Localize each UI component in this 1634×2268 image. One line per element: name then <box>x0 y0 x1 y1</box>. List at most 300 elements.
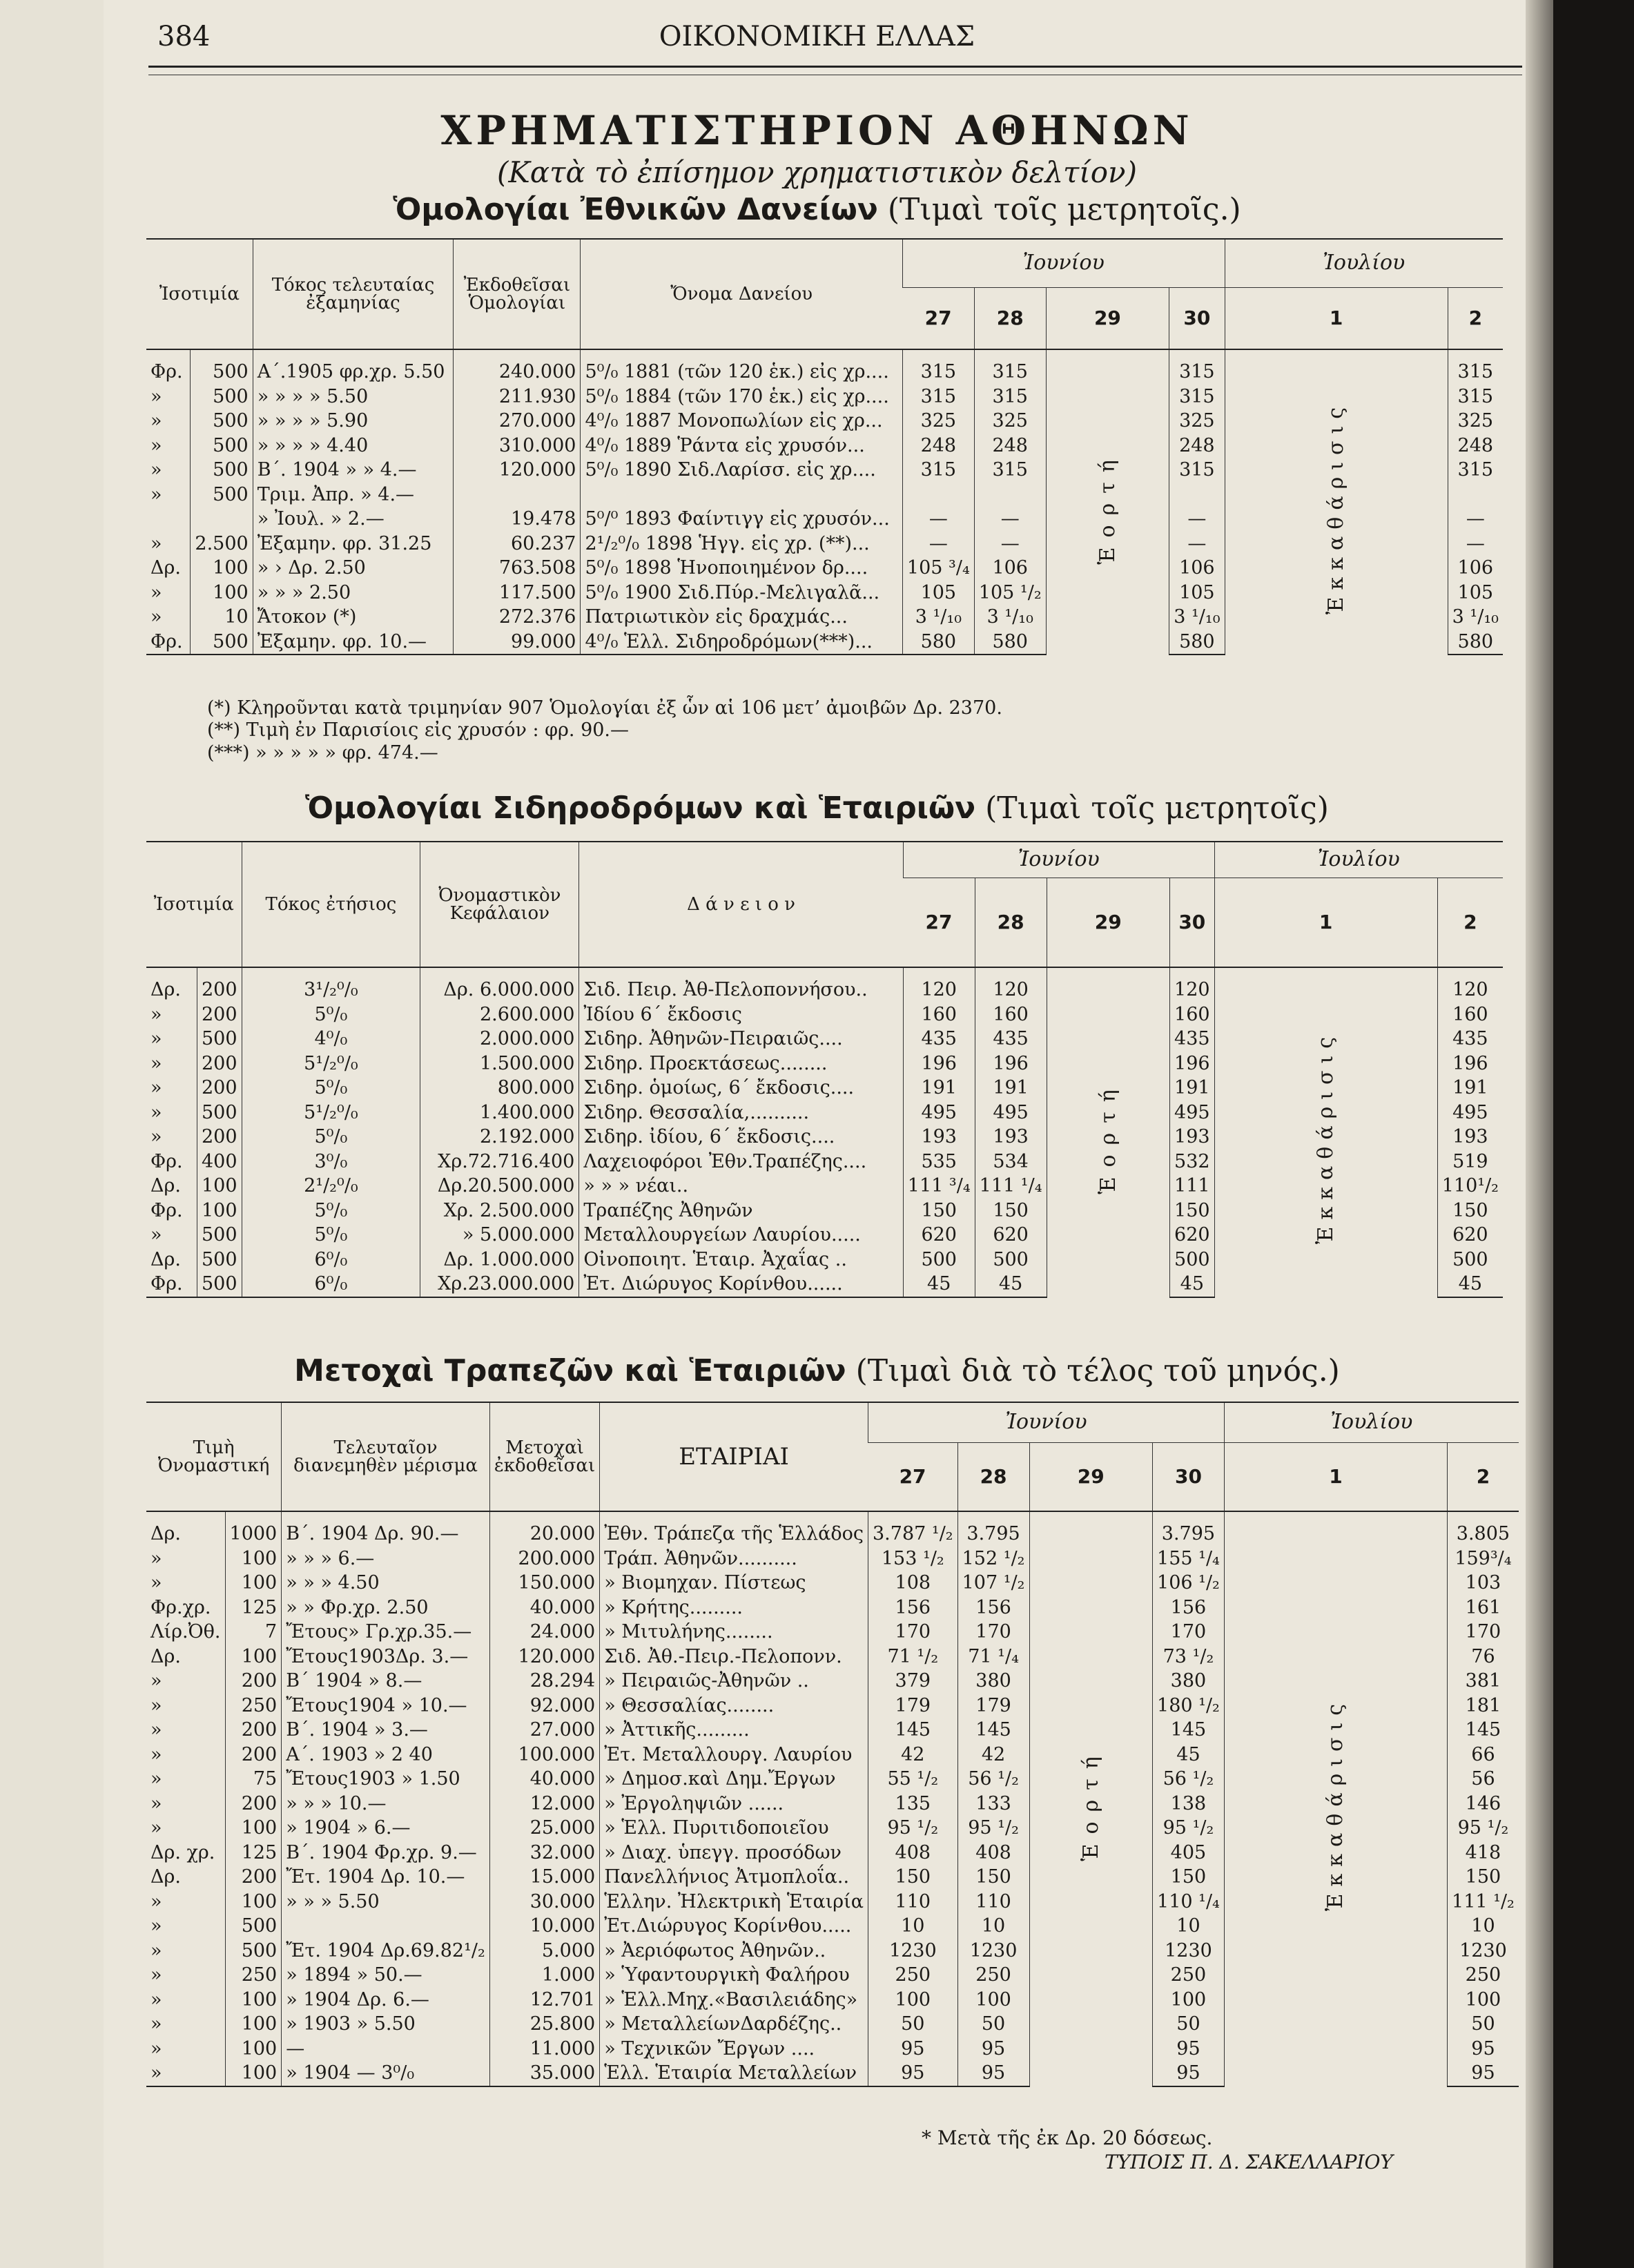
cell-parity <box>191 507 253 532</box>
cell-price-2: 191 <box>1437 1076 1503 1101</box>
cell-issued: 763.508 <box>454 556 581 581</box>
cell-parity: 500 <box>197 1248 242 1272</box>
cell-price-28: 191 <box>975 1076 1047 1101</box>
cell-currency: » <box>150 2037 162 2059</box>
cell-price-2: 56 <box>1448 1767 1519 1792</box>
cell-price-27: 150 <box>903 1199 975 1223</box>
cell-price-30: 196 <box>1170 1051 1215 1076</box>
cell-currency: » <box>150 1028 162 1050</box>
cell-currency: » <box>150 1939 162 1961</box>
cell-coupon: » » » » 5.90 <box>253 409 454 434</box>
cell-name: Ἑλλην. Ἠλεκτρικὴ Ἑταιρία <box>600 1890 868 1915</box>
cell-parity: 100 <box>225 2061 282 2086</box>
cell-parity: 500 <box>197 1027 242 1051</box>
cell-price-27: 248 <box>902 434 974 458</box>
cell-name: » Βιομηχαν. Πίστεως <box>600 1571 868 1596</box>
cell-parity: 200 <box>225 1669 282 1694</box>
cell-currency <box>146 507 191 532</box>
page-number: 384 <box>157 21 211 52</box>
cell-coupon: 3¹/₂⁰/₀ <box>242 967 420 1002</box>
cell-capital: 2.600.000 <box>420 1002 579 1027</box>
cell-price-2: 145 <box>1448 1718 1519 1743</box>
cell-price-30: 3.795 <box>1153 1511 1225 1547</box>
cell-currency: Δρ. <box>150 557 181 579</box>
cell-dividend: Ἔτ. 1904 Δρ. 10.— <box>282 1865 490 1890</box>
cell-price-30: — <box>1169 507 1225 532</box>
col-day-28: 28 <box>957 1442 1029 1511</box>
section-title-note: (Τιμαὶ τοῖς μετρητοῖς) <box>985 791 1329 826</box>
cell-issued: 310.000 <box>454 434 581 458</box>
cell-price-27: 191 <box>903 1076 975 1101</box>
cell-price-2: 620 <box>1437 1223 1503 1248</box>
main-title: ΧΡΗΜΑΤΙΣΤΗΡΙΟΝ ΑΘΗΝΩΝ <box>440 107 1194 154</box>
cell-parity: 200 <box>197 967 242 1002</box>
cell-parity: 200 <box>197 1051 242 1076</box>
cell-price-30: — <box>1169 532 1225 556</box>
cell-price-27: 71 ¹/₂ <box>868 1645 958 1669</box>
cell-parity: 200 <box>225 1718 282 1743</box>
settlement-label: Ἐκκαθάρισις <box>1323 400 1348 614</box>
cell-coupon: 6⁰/₀ <box>242 1248 420 1272</box>
cell-price-28: 145 <box>957 1718 1029 1743</box>
cell-price-27: 111 ³/₄ <box>903 1174 975 1199</box>
cell-parity: 500 <box>191 349 253 385</box>
cell-price-28: 3 ¹/₁₀ <box>974 605 1046 630</box>
section-title-government-bonds <box>0 192 1634 227</box>
cell-price-28: 380 <box>957 1669 1029 1694</box>
cell-name: » Τεχνικῶν Ἔργων .... <box>600 2037 868 2062</box>
cell-parity: 100 <box>225 1547 282 1571</box>
cell-issued: 272.376 <box>454 605 581 630</box>
cell-parity: 500 <box>197 1272 242 1297</box>
cell-price-27: 10 <box>868 1914 958 1939</box>
col-day-2: 2 <box>1437 878 1503 967</box>
cell-name: » Μιτυλήνης........ <box>600 1620 868 1645</box>
cell-currency: » <box>150 1964 162 1986</box>
cell-price-30: 110 ¹/₄ <box>1153 1890 1225 1915</box>
cell-price-2: 95 <box>1448 2037 1519 2062</box>
cell-price-2: 150 <box>1437 1199 1503 1223</box>
cell-price-28 <box>974 483 1046 507</box>
cell-parity: 200 <box>197 1002 242 1027</box>
cell-price-2: 110¹/₂ <box>1437 1174 1503 1199</box>
section-title-bold: Ὁμολογίαι Ἐθνικῶν Δανείων <box>393 192 878 227</box>
cell-price-27: 95 <box>868 2037 958 2062</box>
cell-capital: Χρ. 2.500.000 <box>420 1199 579 1223</box>
cell-price-30: 138 <box>1153 1792 1225 1816</box>
cell-price-28: 120 <box>975 967 1047 1002</box>
cell-shares: 11.000 <box>489 2037 599 2062</box>
cell-price-30: 105 <box>1169 581 1225 605</box>
col-day-1: 1 <box>1224 1442 1447 1511</box>
cell-price-2: 193 <box>1437 1125 1503 1150</box>
cell-name: 4⁰/₀ Ἑλλ. Σιδηροδρόμων(***)... <box>581 630 902 655</box>
cell-coupon: » Ἰουλ. » 2.— <box>253 507 454 532</box>
railway-bonds-table <box>146 841 1503 1298</box>
cell-price-28: 325 <box>974 409 1046 434</box>
cell-price-30: 532 <box>1170 1150 1215 1174</box>
cell-price-28: 3.795 <box>957 1511 1029 1547</box>
cell-price-28: — <box>974 532 1046 556</box>
cell-price-27: 620 <box>903 1223 975 1248</box>
cell-price-27: 105 <box>902 581 974 605</box>
cell-parity: 500 <box>191 458 253 483</box>
footnote-1: (*) Κληροῦνται κατὰ τριμηνίαν 907 Ὁμολογίαι ἐξ ὧν αἱ 106 μετ’ ἀμοιβῶν Δρ. 2370. <box>207 697 1002 719</box>
cell-parity: 125 <box>225 1841 282 1865</box>
cell-price-2: 325 <box>1448 409 1503 434</box>
col-group-july: Ἰουλίου <box>1225 239 1503 287</box>
cell-currency: » <box>150 1719 162 1741</box>
cell-currency: » <box>150 410 162 432</box>
cell-price-2: 418 <box>1448 1841 1519 1865</box>
cell-name: Σιδ. Ἀθ.-Πειρ.-Πελοπονν. <box>600 1645 868 1669</box>
cell-price-28: 1230 <box>957 1939 1029 1964</box>
cell-parity: 2.500 <box>191 532 253 556</box>
cell-currency: Φρ. <box>150 1150 183 1172</box>
section-title-note: (Τιμαὶ τοῖς μετρητοῖς.) <box>887 192 1241 227</box>
cell-price-27: 315 <box>902 385 974 409</box>
cell-name: Λαχειοφόροι Ἐθν.Τραπέζης.... <box>579 1150 903 1174</box>
cell-parity: 10 <box>191 605 253 630</box>
cell-currency: » <box>150 1743 162 1765</box>
col-header-nominal-capital: Ὀνομαστικὸν Κεφάλαιον <box>420 842 579 967</box>
cell-name: » Ὑφαντουργικὴ Φαλήρου <box>600 1963 868 1988</box>
cell-name: » Κρήτης......... <box>600 1596 868 1620</box>
cell-price-2: 103 <box>1448 1571 1519 1596</box>
cell-price-27: 315 <box>902 458 974 483</box>
cell-parity: 500 <box>197 1223 242 1248</box>
cell-issued: 19.478 <box>454 507 581 532</box>
col-header-last-dividend: Τελευταῖον διανεμηθὲν μέρισμα <box>282 1402 490 1511</box>
cell-price-27: 1230 <box>868 1939 958 1964</box>
cell-price-2: 500 <box>1437 1248 1503 1272</box>
cell-price-28: 580 <box>974 630 1046 655</box>
cell-shares: 24.000 <box>489 1620 599 1645</box>
cell-dividend: Ἔτους1903 » 1.50 <box>282 1767 490 1792</box>
cell-price-2: 146 <box>1448 1792 1519 1816</box>
cell-shares: 28.294 <box>489 1669 599 1694</box>
cell-coupon: 5⁰/₀ <box>242 1002 420 1027</box>
cell-price-2: 95 <box>1448 2061 1519 2086</box>
cell-coupon: 4⁰/₀ <box>242 1027 420 1051</box>
cell-capital: Δρ. 6.000.000 <box>420 967 579 1002</box>
holiday-cell <box>1029 1511 1153 2086</box>
col-group-june: Ἰουνίου <box>868 1402 1225 1442</box>
cell-name: » Πειραιῶς-Ἀθηνῶν .. <box>600 1669 868 1694</box>
cell-dividend: » » » 5.50 <box>282 1890 490 1915</box>
cell-price-28: 150 <box>957 1865 1029 1890</box>
cell-issued: 117.500 <box>454 581 581 605</box>
cell-parity: 100 <box>225 1571 282 1596</box>
cell-price-30: 106 ¹/₂ <box>1153 1571 1225 1596</box>
cell-price-2: 315 <box>1448 385 1503 409</box>
cell-price-30: 580 <box>1169 630 1225 655</box>
cell-currency: » <box>150 434 162 456</box>
cell-price-30: 315 <box>1169 385 1225 409</box>
cell-price-28: 170 <box>957 1620 1029 1645</box>
cell-price-2: 3 ¹/₁₀ <box>1448 605 1503 630</box>
bond-footnotes <box>207 697 1002 764</box>
cell-price-2: 3.805 <box>1448 1511 1519 1547</box>
cell-price-27: 196 <box>903 1051 975 1076</box>
cell-currency: Φρ. <box>146 1272 197 1297</box>
cell-price-27: 95 <box>868 2061 958 2086</box>
holiday-label: Ἑορτή <box>1078 1746 1103 1861</box>
cell-price-27: 110 <box>868 1890 958 1915</box>
cell-price-27: 435 <box>903 1027 975 1051</box>
cell-parity: 75 <box>225 1767 282 1792</box>
cell-shares: 1.000 <box>489 1963 599 1988</box>
cell-name: Ἐθν. Τράπεζα τῆς Ἑλλάδος <box>600 1511 868 1547</box>
cell-coupon: Τριμ. Ἀπρ. » 4.— <box>253 483 454 507</box>
cell-dividend: » » Φρ.χρ. 2.50 <box>282 1596 490 1620</box>
cell-price-30: 10 <box>1153 1914 1225 1939</box>
cell-name: » Ἑλλ. Πυριτιδοποιεῖου <box>600 1816 868 1841</box>
cell-currency: » <box>150 2013 162 2035</box>
section-title-note: (Τιμαὶ διὰ τὸ τέλος τοῦ μηνός.) <box>855 1353 1340 1388</box>
cell-price-30: 3 ¹/₁₀ <box>1169 605 1225 630</box>
cell-price-2: 66 <box>1448 1743 1519 1767</box>
col-header-last-coupon: Τόκος τελευταίας ἐξαμηνίας <box>253 239 454 349</box>
cell-price-27 <box>902 483 974 507</box>
cell-currency: Δρ. χρ. <box>150 1841 215 1863</box>
cell-name: 4⁰/₀ 1887 Μονοπωλίων εἰς χρ... <box>581 409 902 434</box>
cell-dividend: Ἔτους1904 » 10.— <box>282 1694 490 1718</box>
cell-price-2: 76 <box>1448 1645 1519 1669</box>
cell-price-2: 160 <box>1437 1002 1503 1027</box>
cell-price-28: 105 ¹/₂ <box>974 581 1046 605</box>
cell-parity: 100 <box>225 1645 282 1669</box>
cell-name: Σιδ. Πειρ. Ἀθ-Πελοποννήσου.. <box>579 967 903 1002</box>
journal-title: ΟΙΚΟΝΟΜΙΚΗ ΕΛΛΑΣ <box>659 21 975 52</box>
cell-coupon: Α΄.1905 φρ.χρ. 5.50 <box>253 349 454 385</box>
cell-currency: » <box>150 1694 162 1716</box>
cell-price-27: 50 <box>868 2012 958 2037</box>
cell-name: » Ἑλλ.Μηχ.«Βασιλειάδης» <box>600 1988 868 2013</box>
cell-capital: 2.192.000 <box>420 1125 579 1150</box>
cell-currency: Φρ. <box>146 630 191 655</box>
cell-parity: 200 <box>225 1743 282 1767</box>
cell-price-2: 580 <box>1448 630 1503 655</box>
cell-name: » Ἀττικῆς......... <box>600 1718 868 1743</box>
cell-price-2: 315 <box>1448 458 1503 483</box>
cell-shares: 40.000 <box>489 1767 599 1792</box>
cell-price-28: 160 <box>975 1002 1047 1027</box>
cell-parity: 250 <box>225 1963 282 1988</box>
cell-price-30: 620 <box>1170 1223 1215 1248</box>
cell-price-27: 580 <box>902 630 974 655</box>
cell-price-2: 170 <box>1448 1620 1519 1645</box>
cell-issued: 120.000 <box>454 458 581 483</box>
cell-price-2: 100 <box>1448 1988 1519 2013</box>
cell-price-27: 156 <box>868 1596 958 1620</box>
cell-coupon: 5⁰/₀ <box>242 1076 420 1101</box>
cell-price-27: 3.787 ¹/₂ <box>868 1511 958 1547</box>
col-group-july: Ἰουλίου <box>1214 842 1503 878</box>
col-day-30: 30 <box>1153 1442 1225 1511</box>
cell-price-30: 193 <box>1170 1125 1215 1150</box>
cell-price-2 <box>1448 483 1503 507</box>
col-day-2: 2 <box>1448 287 1503 349</box>
settlement-cell <box>1214 967 1437 1297</box>
cell-price-2: 111 ¹/₂ <box>1448 1890 1519 1915</box>
cell-price-27: 108 <box>868 1571 958 1596</box>
cell-price-30: 191 <box>1170 1076 1215 1101</box>
cell-currency: Δρ. <box>150 1523 181 1545</box>
cell-dividend: Β΄. 1904 » 3.— <box>282 1718 490 1743</box>
cell-parity: 100 <box>225 1816 282 1841</box>
cell-price-30: 45 <box>1170 1272 1215 1297</box>
section-title-bold: Μετοχαὶ Τραπεζῶν καὶ Ἑταιριῶν <box>294 1353 846 1388</box>
col-header-shares-issued: Μετοχαὶ ἐκδοθεῖσαι <box>489 1402 599 1511</box>
cell-currency: » <box>150 606 162 628</box>
cell-parity: 500 <box>191 409 253 434</box>
cell-shares: 150.000 <box>489 1571 599 1596</box>
cell-parity: 100 <box>225 2037 282 2062</box>
cell-price-27: 379 <box>868 1669 958 1694</box>
holiday-label: Ἑορτή <box>1096 1080 1120 1195</box>
cell-parity: 500 <box>197 1101 242 1125</box>
cell-price-30: 325 <box>1169 409 1225 434</box>
cell-price-2: — <box>1448 532 1503 556</box>
cell-dividend: Ἔτους1903Δρ. 3.— <box>282 1645 490 1669</box>
cell-name: Τραπέζης Ἀθηνῶν <box>579 1199 903 1223</box>
cell-currency: » <box>150 483 162 505</box>
cell-coupon: Ἐξαμην. φρ. 31.25 <box>253 532 454 556</box>
cell-currency: Δρ. <box>150 979 181 1001</box>
cell-price-27: 160 <box>903 1002 975 1027</box>
col-day-28: 28 <box>974 287 1046 349</box>
cell-coupon: Β΄. 1904 » » 4.— <box>253 458 454 483</box>
cell-coupon: 5¹/₂⁰/₀ <box>242 1051 420 1076</box>
cell-price-28: 408 <box>957 1841 1029 1865</box>
cell-issued: 270.000 <box>454 409 581 434</box>
cell-issued: 211.930 <box>454 385 581 409</box>
cell-price-2: 105 <box>1448 581 1503 605</box>
cell-price-2: 381 <box>1448 1669 1519 1694</box>
cell-price-2: 250 <box>1448 1963 1519 1988</box>
col-header-issued-bonds: Ἐκδοθεῖσαι Ὁμολογίαι <box>454 239 581 349</box>
cell-currency: Λίρ.Ὀθ. <box>150 1621 221 1643</box>
cell-price-27: 95 ¹/₂ <box>868 1816 958 1841</box>
cell-price-28: 500 <box>975 1248 1047 1272</box>
cell-currency: » <box>150 1052 162 1074</box>
cell-price-28: 107 ¹/₂ <box>957 1571 1029 1596</box>
cell-currency: Φρ. <box>150 361 183 383</box>
cell-price-28: 10 <box>957 1914 1029 1939</box>
cell-name: 5⁰/₀ 1900 Σιδ.Πύρ.-Μελιγαλᾶ... <box>581 581 902 605</box>
cell-name: Ἐτ.Διώρυγος Κορίνθου..... <box>600 1914 868 1939</box>
cell-currency: » <box>150 1101 162 1123</box>
cell-shares: 92.000 <box>489 1694 599 1718</box>
cell-name: 2¹/₂⁰/₀ 1898 Ἡγγ. εἰς χρ. (**)... <box>581 532 902 556</box>
cell-price-28: 315 <box>974 349 1046 385</box>
cell-price-2: 50 <box>1448 2012 1519 2037</box>
cell-name: Σιδηρ. ἰδίου, 6΄ ἔκδοσις.... <box>579 1125 903 1150</box>
col-header-parity: Ἰσοτιμία <box>146 842 242 967</box>
col-day-30: 30 <box>1170 878 1215 967</box>
table-row <box>146 967 1503 1002</box>
cell-price-2: 196 <box>1437 1051 1503 1076</box>
cell-parity: 250 <box>225 1694 282 1718</box>
cell-currency: » <box>150 1915 162 1937</box>
cell-currency: » <box>150 1547 162 1569</box>
cell-price-28: 95 <box>957 2061 1029 2086</box>
cell-shares: 120.000 <box>489 1645 599 1669</box>
cell-capital: 800.000 <box>420 1076 579 1101</box>
main-subtitle: (Κατὰ τὸ ἐπίσημον χρηματιστικὸν δελτίον) <box>497 155 1137 189</box>
cell-price-27: 3 ¹/₁₀ <box>902 605 974 630</box>
page-fold-shadow <box>1526 0 1553 2268</box>
cell-name: 5⁰/₀ 1884 (τῶν 170 ἑκ.) εἰς χρ.... <box>581 385 902 409</box>
cell-currency: » <box>150 1572 162 1594</box>
cell-parity: 500 <box>191 385 253 409</box>
cell-currency: » <box>150 1077 162 1099</box>
cell-parity: 500 <box>191 630 253 655</box>
cell-name: Μεταλλουργείων Λαυρίου..... <box>579 1223 903 1248</box>
col-day-27: 27 <box>868 1442 958 1511</box>
cell-price-30: 315 <box>1169 349 1225 385</box>
cell-price-30: 95 ¹/₂ <box>1153 1816 1225 1841</box>
cell-name: Σιδηρ. Προεκτάσεως........ <box>579 1051 903 1076</box>
cell-price-28: 193 <box>975 1125 1047 1150</box>
cell-issued: 60.237 <box>454 532 581 556</box>
cell-name: Ἑλλ. Ἑταιρία Μεταλλείων <box>600 2061 868 2086</box>
cell-coupon: » › Δρ. 2.50 <box>253 556 454 581</box>
cell-price-28: 179 <box>957 1694 1029 1718</box>
cell-dividend: » 1903 » 5.50 <box>282 2012 490 2037</box>
cell-name: Ἰδίου 6΄ ἔκδοσις <box>579 1002 903 1027</box>
cell-price-30: 1230 <box>1153 1939 1225 1964</box>
cell-price-27: 193 <box>903 1125 975 1150</box>
cell-currency: Δρ. <box>150 1248 181 1270</box>
cell-name: 5⁰/₀ 1881 (τῶν 120 ἑκ.) εἰς χρ.... <box>581 349 902 385</box>
cell-capital: Χρ.72.716.400 <box>420 1150 579 1174</box>
cell-shares: 32.000 <box>489 1841 599 1865</box>
col-day-2: 2 <box>1448 1442 1519 1511</box>
cell-currency: Φρ.χρ. <box>150 1596 211 1618</box>
holiday-cell <box>1046 349 1169 655</box>
cell-price-30: 150 <box>1170 1199 1215 1223</box>
cell-currency: » <box>150 1817 162 1839</box>
cell-name: Σιδηρ. ὁμοίως, 6΄ ἔκδοσις.... <box>579 1076 903 1101</box>
cell-coupon: 2¹/₂⁰/₀ <box>242 1174 420 1199</box>
cell-price-30: 495 <box>1170 1101 1215 1125</box>
cell-price-2: 495 <box>1437 1101 1503 1125</box>
settlement-cell <box>1224 1511 1447 2086</box>
cell-name: 5⁰/⁰ 1893 Φαίντιγγ εἰς χρυσόν... <box>581 507 902 532</box>
cell-price-30: 500 <box>1170 1248 1215 1272</box>
cell-shares: 15.000 <box>489 1865 599 1890</box>
col-day-27: 27 <box>903 878 975 967</box>
cell-parity: 125 <box>225 1596 282 1620</box>
cell-price-30 <box>1169 483 1225 507</box>
cell-parity: 1000 <box>225 1511 282 1547</box>
cell-price-30: 111 <box>1170 1174 1215 1199</box>
cell-name: Ἐτ. Μεταλλουργ. Λαυρίου <box>600 1743 868 1767</box>
col-group-june: Ἰουνίου <box>902 239 1225 287</box>
cell-price-2: 519 <box>1437 1150 1503 1174</box>
cell-price-30: 45 <box>1153 1743 1225 1767</box>
cell-price-2: 150 <box>1448 1865 1519 1890</box>
cell-coupon: 5⁰/₀ <box>242 1223 420 1248</box>
cell-name: Πατριωτικὸν εἰς δραχμάς... <box>581 605 902 630</box>
cell-coupon: 5⁰/₀ <box>242 1125 420 1150</box>
cell-price-30: 50 <box>1153 2012 1225 2037</box>
cell-capital: 2.000.000 <box>420 1027 579 1051</box>
cell-name: Οἰνοποιητ. Ἑταιρ. Ἀχαΐας .. <box>579 1248 903 1272</box>
cell-currency: » <box>150 1003 162 1025</box>
